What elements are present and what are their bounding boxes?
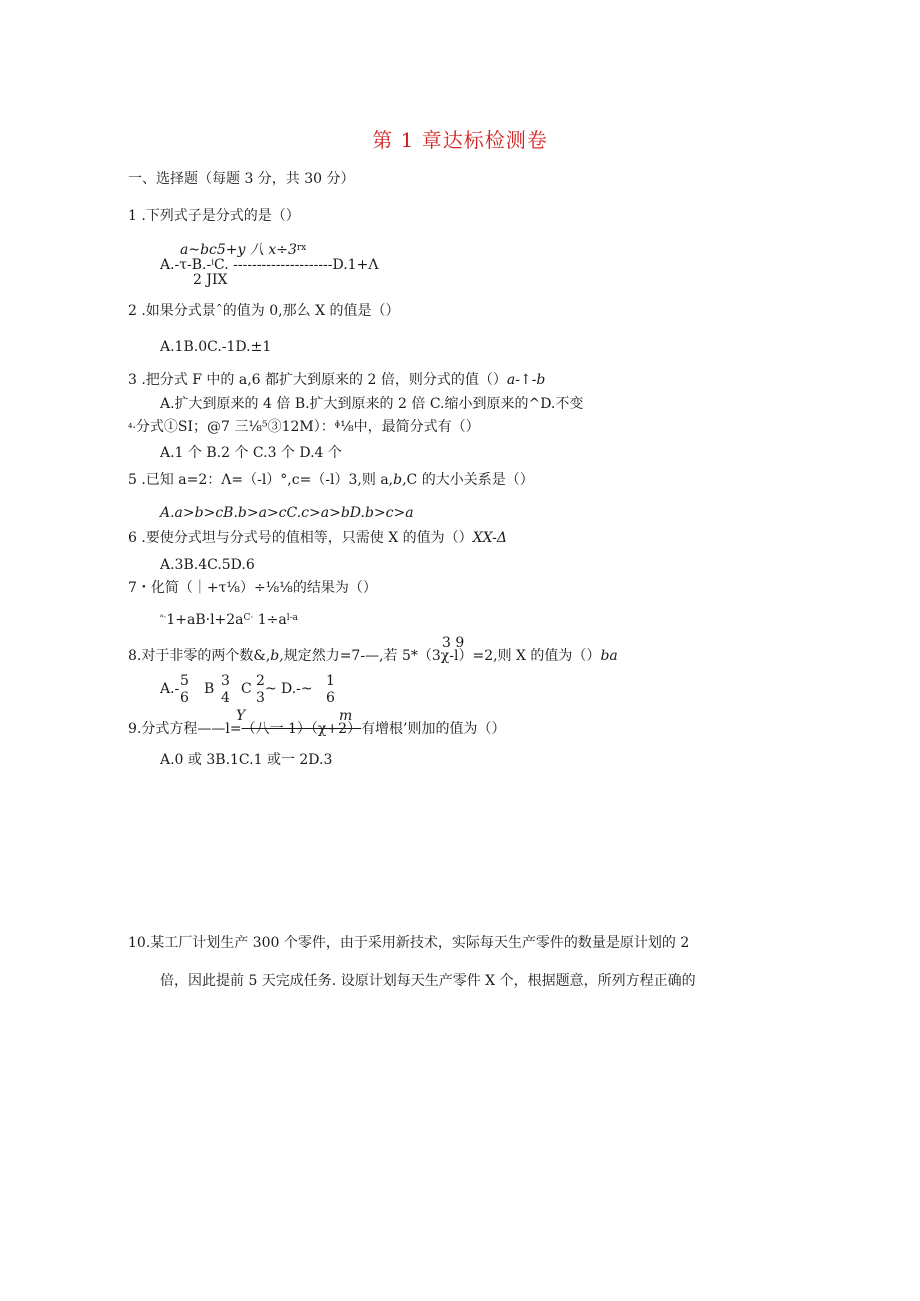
question-8-stem-text: 8.对于非零的两个数&, [128,648,271,664]
question-7-stem: 7・化简（｜+τ⅛）÷⅛⅛的结果为（） [128,580,377,596]
question-7-options-pre: ᵃ· [160,613,167,623]
question-8-opt-b: B [204,681,215,697]
question-3-stem [128,371,545,389]
question-4-options: A.1 个 B.2 个 C.3 个 D.4 个 [160,445,342,461]
question-8-opt-c-tail: ~ [265,681,277,697]
page-title: 第 1 章达标检测卷 [372,128,548,152]
question-8-stem-tail: ba [600,648,618,664]
question-9-stem [128,720,506,738]
question-9-options: A.0 或 3B.1C.1 或一 2D.3 [160,752,333,768]
question-3-stem-tail: a-↑-b [506,372,546,388]
question-6-stem-text: 6 .要使分式坦与分式号的值相等，只需使 X 的值为（） [128,530,473,546]
question-8-opt-d-den: 6 [326,690,335,706]
question-10-line-1: 10.某工厂计划生产 300 个零件，由于采用新技术，实际每天生产零件的数量是原计划的 2 [128,935,690,951]
question-9-stem-text: 9.分式方程——l= [128,721,242,737]
question-8-opt-c-num: 2 [256,673,265,689]
question-1-options: A.-τ-B.-ⁱC. ---------------------D.1+Λ [160,257,379,273]
question-6-stem-tail: XX-Δ [472,530,507,546]
question-6-options: A.3B.4C.5D.6 [160,557,255,573]
question-1-stem: 1 .下列式子是分式的是（） [128,208,300,224]
question-7-options-sup: l-a [286,613,299,623]
question-8-opt-a-den: 6 [180,690,189,706]
question-8-opt-c: C [241,681,252,697]
question-1-expr-top-sub: rx [296,243,307,253]
question-7-options-text: 1+aB·l+2a [166,612,244,628]
question-1-expr-top-text: a~bc5+y 八 x÷3 [180,242,297,258]
question-8-opt-b-den: 4 [221,690,230,706]
question-2-stem: 2 .如果分式景ˆ的值为 0,那么 X 的值是（） [128,303,400,319]
question-6-stem [128,529,507,547]
question-3-options: A.扩大到原来的 4 倍 B.扩大到原来的 2 倍 C.缩小到原来的^D.不变 [160,396,584,412]
question-4-stem [128,418,480,437]
question-5-stem-italic: b, [393,472,407,488]
question-9-stem-end: 有增根’则加的值为（） [361,721,506,737]
question-9-above-y: Y [236,708,246,724]
question-9-above-m: m [339,708,353,724]
question-5-stem-text: 5 .已知 a=2：Λ=（-l）°,c=（-l）3,则 a, [128,472,394,488]
section-heading-choice: 一、选择题（每题 3 分，共 30 分） [128,171,355,187]
question-7-options-end: 1÷a [253,612,287,628]
question-8-stem-mid: 规定然力=7-—,若 5*（3χ-l）=2,则 X 的值为（） [283,648,601,664]
question-1-expr-bottom: 2 JIX [193,272,228,288]
question-5-stem-end: C 的大小关系是（） [406,472,534,488]
question-7-options [160,611,298,631]
question-5-options: A.a>b>cB.b>a>cC.c>a>bD.b>c>a [160,505,414,521]
question-8-opt-b-num: 3 [221,673,230,689]
question-5-stem [128,471,534,489]
question-8-stem-italic: b, [270,648,284,664]
question-7-options-c: C· [243,613,254,623]
question-9-struck-expression: （八一 1）（χ+2） [241,721,362,737]
question-8-above: 3 9 [442,635,465,651]
question-4-number: ⁴· [128,421,136,434]
question-8-stem [128,647,618,665]
question-4-stem-text: 分式①SI；@7 三⅛⁵③12M）：ᶲ⅛中，最简分式有（） [135,419,480,435]
question-2-options: A.1B.0C.-1D.±1 [160,339,272,355]
question-3-stem-text: 3 .把分式 F 中的 a,6 都扩大到原来的 2 倍，则分式的值（） [128,372,507,388]
question-8-opt-a: A.- [160,681,180,697]
question-10-line-2: 倍，因此提前 5 天完成任务. 设原计划每天生产零件 X 个，根据题意，所列方程正确的 [160,973,696,989]
question-8-opt-c-den: 3 [256,690,265,706]
question-8-opt-a-num: 5 [180,673,189,689]
question-8-opt-d-num: 1 [326,673,335,689]
question-8-opt-d: D.-~ [281,681,313,697]
